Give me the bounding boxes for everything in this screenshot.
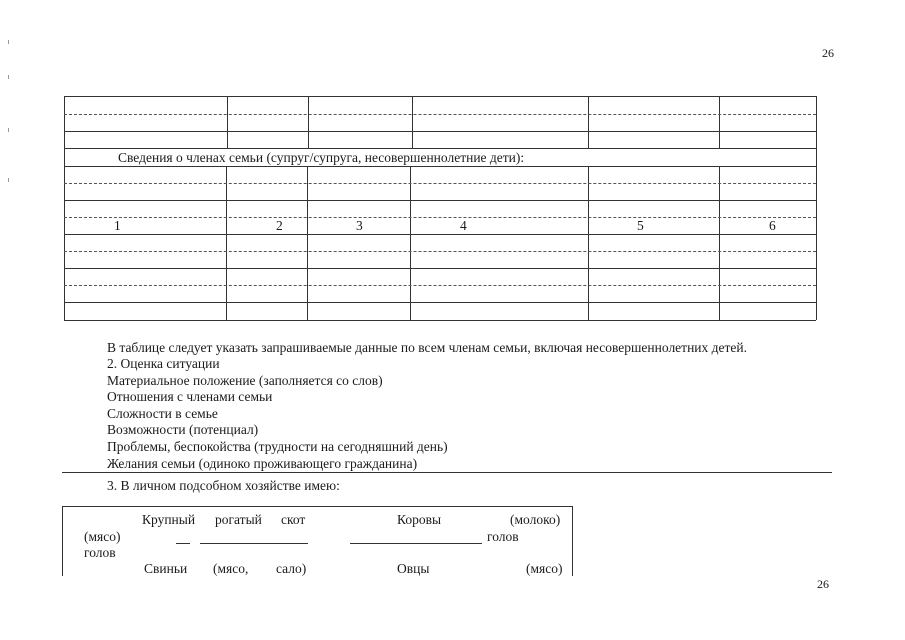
column-number: 3 xyxy=(356,218,363,233)
livestock-label: (молоко) xyxy=(510,512,561,527)
scan-speck xyxy=(8,128,9,132)
table-rule xyxy=(64,268,816,269)
table-rule xyxy=(64,96,816,97)
col-divider xyxy=(227,96,228,148)
household-table-top xyxy=(62,506,572,507)
livestock-label: Крупный xyxy=(142,512,196,527)
note-line: В таблице следует указать запрашиваемые данные по всем членам семьи, включая несовершеннолетних детей. xyxy=(107,340,748,355)
table-rule xyxy=(64,166,816,167)
page-number-bottom: 26 xyxy=(817,577,829,591)
table-rule xyxy=(64,302,816,303)
table-rule xyxy=(64,217,816,218)
col-divider xyxy=(308,96,309,148)
col-divider xyxy=(307,166,308,320)
livestock-label: (мясо) xyxy=(84,529,121,544)
page-number-top: 26 xyxy=(822,46,834,60)
column-number: 4 xyxy=(460,218,467,233)
note-line: Сложности в семье xyxy=(107,406,218,421)
livestock-label: (мясо) xyxy=(526,561,563,576)
table-rule xyxy=(64,234,816,235)
household-table-left xyxy=(62,506,63,576)
livestock-label: Овцы xyxy=(397,561,430,576)
livestock-label: рогатый xyxy=(215,512,262,527)
table-rule xyxy=(64,320,816,321)
table-rule xyxy=(64,251,816,252)
col-divider xyxy=(719,96,720,148)
blank-field-line[interactable] xyxy=(176,543,190,544)
table-rule xyxy=(64,183,816,184)
blank-field-line[interactable] xyxy=(200,543,308,544)
col-divider xyxy=(226,166,227,320)
livestock-label: Свиньи xyxy=(144,561,188,576)
col-divider xyxy=(410,166,411,320)
note-line: Проблемы, беспокойства (трудности на сегодняшний день) xyxy=(107,439,448,454)
blank-field-line[interactable] xyxy=(350,543,482,544)
column-number: 6 xyxy=(769,218,776,233)
section-2-heading: 2. Оценка ситуации xyxy=(107,356,220,371)
section-separator xyxy=(62,472,832,473)
section-3-heading: 3. В личном подсобном хозяйстве имею: xyxy=(107,478,340,493)
family-section-heading: Сведения о членах семьи (супруг/супруга, несовершеннолетние дети): xyxy=(118,150,525,165)
note-line: Отношения с членами семьи xyxy=(107,389,273,404)
col-divider xyxy=(588,166,589,320)
column-number: 5 xyxy=(637,218,644,233)
livestock-label: скот xyxy=(281,512,306,527)
table-border-right xyxy=(816,96,817,320)
table-border-left xyxy=(64,96,65,320)
table-rule xyxy=(64,114,816,115)
scan-speck xyxy=(8,178,9,182)
table-rule xyxy=(64,285,816,286)
household-table-right xyxy=(572,506,573,576)
note-line: Желания семьи (одиноко проживающего гражданина) xyxy=(107,456,418,471)
livestock-label: голов xyxy=(487,529,519,544)
note-line: Материальное положение (заполняется со слов) xyxy=(107,373,383,388)
col-divider xyxy=(719,166,720,320)
col-divider xyxy=(412,96,413,148)
table-rule xyxy=(64,131,816,132)
table-rule xyxy=(64,148,816,149)
scan-speck xyxy=(8,40,9,44)
column-number: 2 xyxy=(276,218,283,233)
livestock-label: сало) xyxy=(276,561,307,576)
col-divider xyxy=(588,96,589,148)
column-number: 1 xyxy=(114,218,121,233)
scan-speck xyxy=(8,75,9,79)
table-rule xyxy=(64,200,816,201)
livestock-label: Коровы xyxy=(397,512,442,527)
livestock-label: голов xyxy=(84,545,116,560)
note-line: Возможности (потенциал) xyxy=(107,422,259,437)
livestock-label: (мясо, xyxy=(213,561,249,576)
